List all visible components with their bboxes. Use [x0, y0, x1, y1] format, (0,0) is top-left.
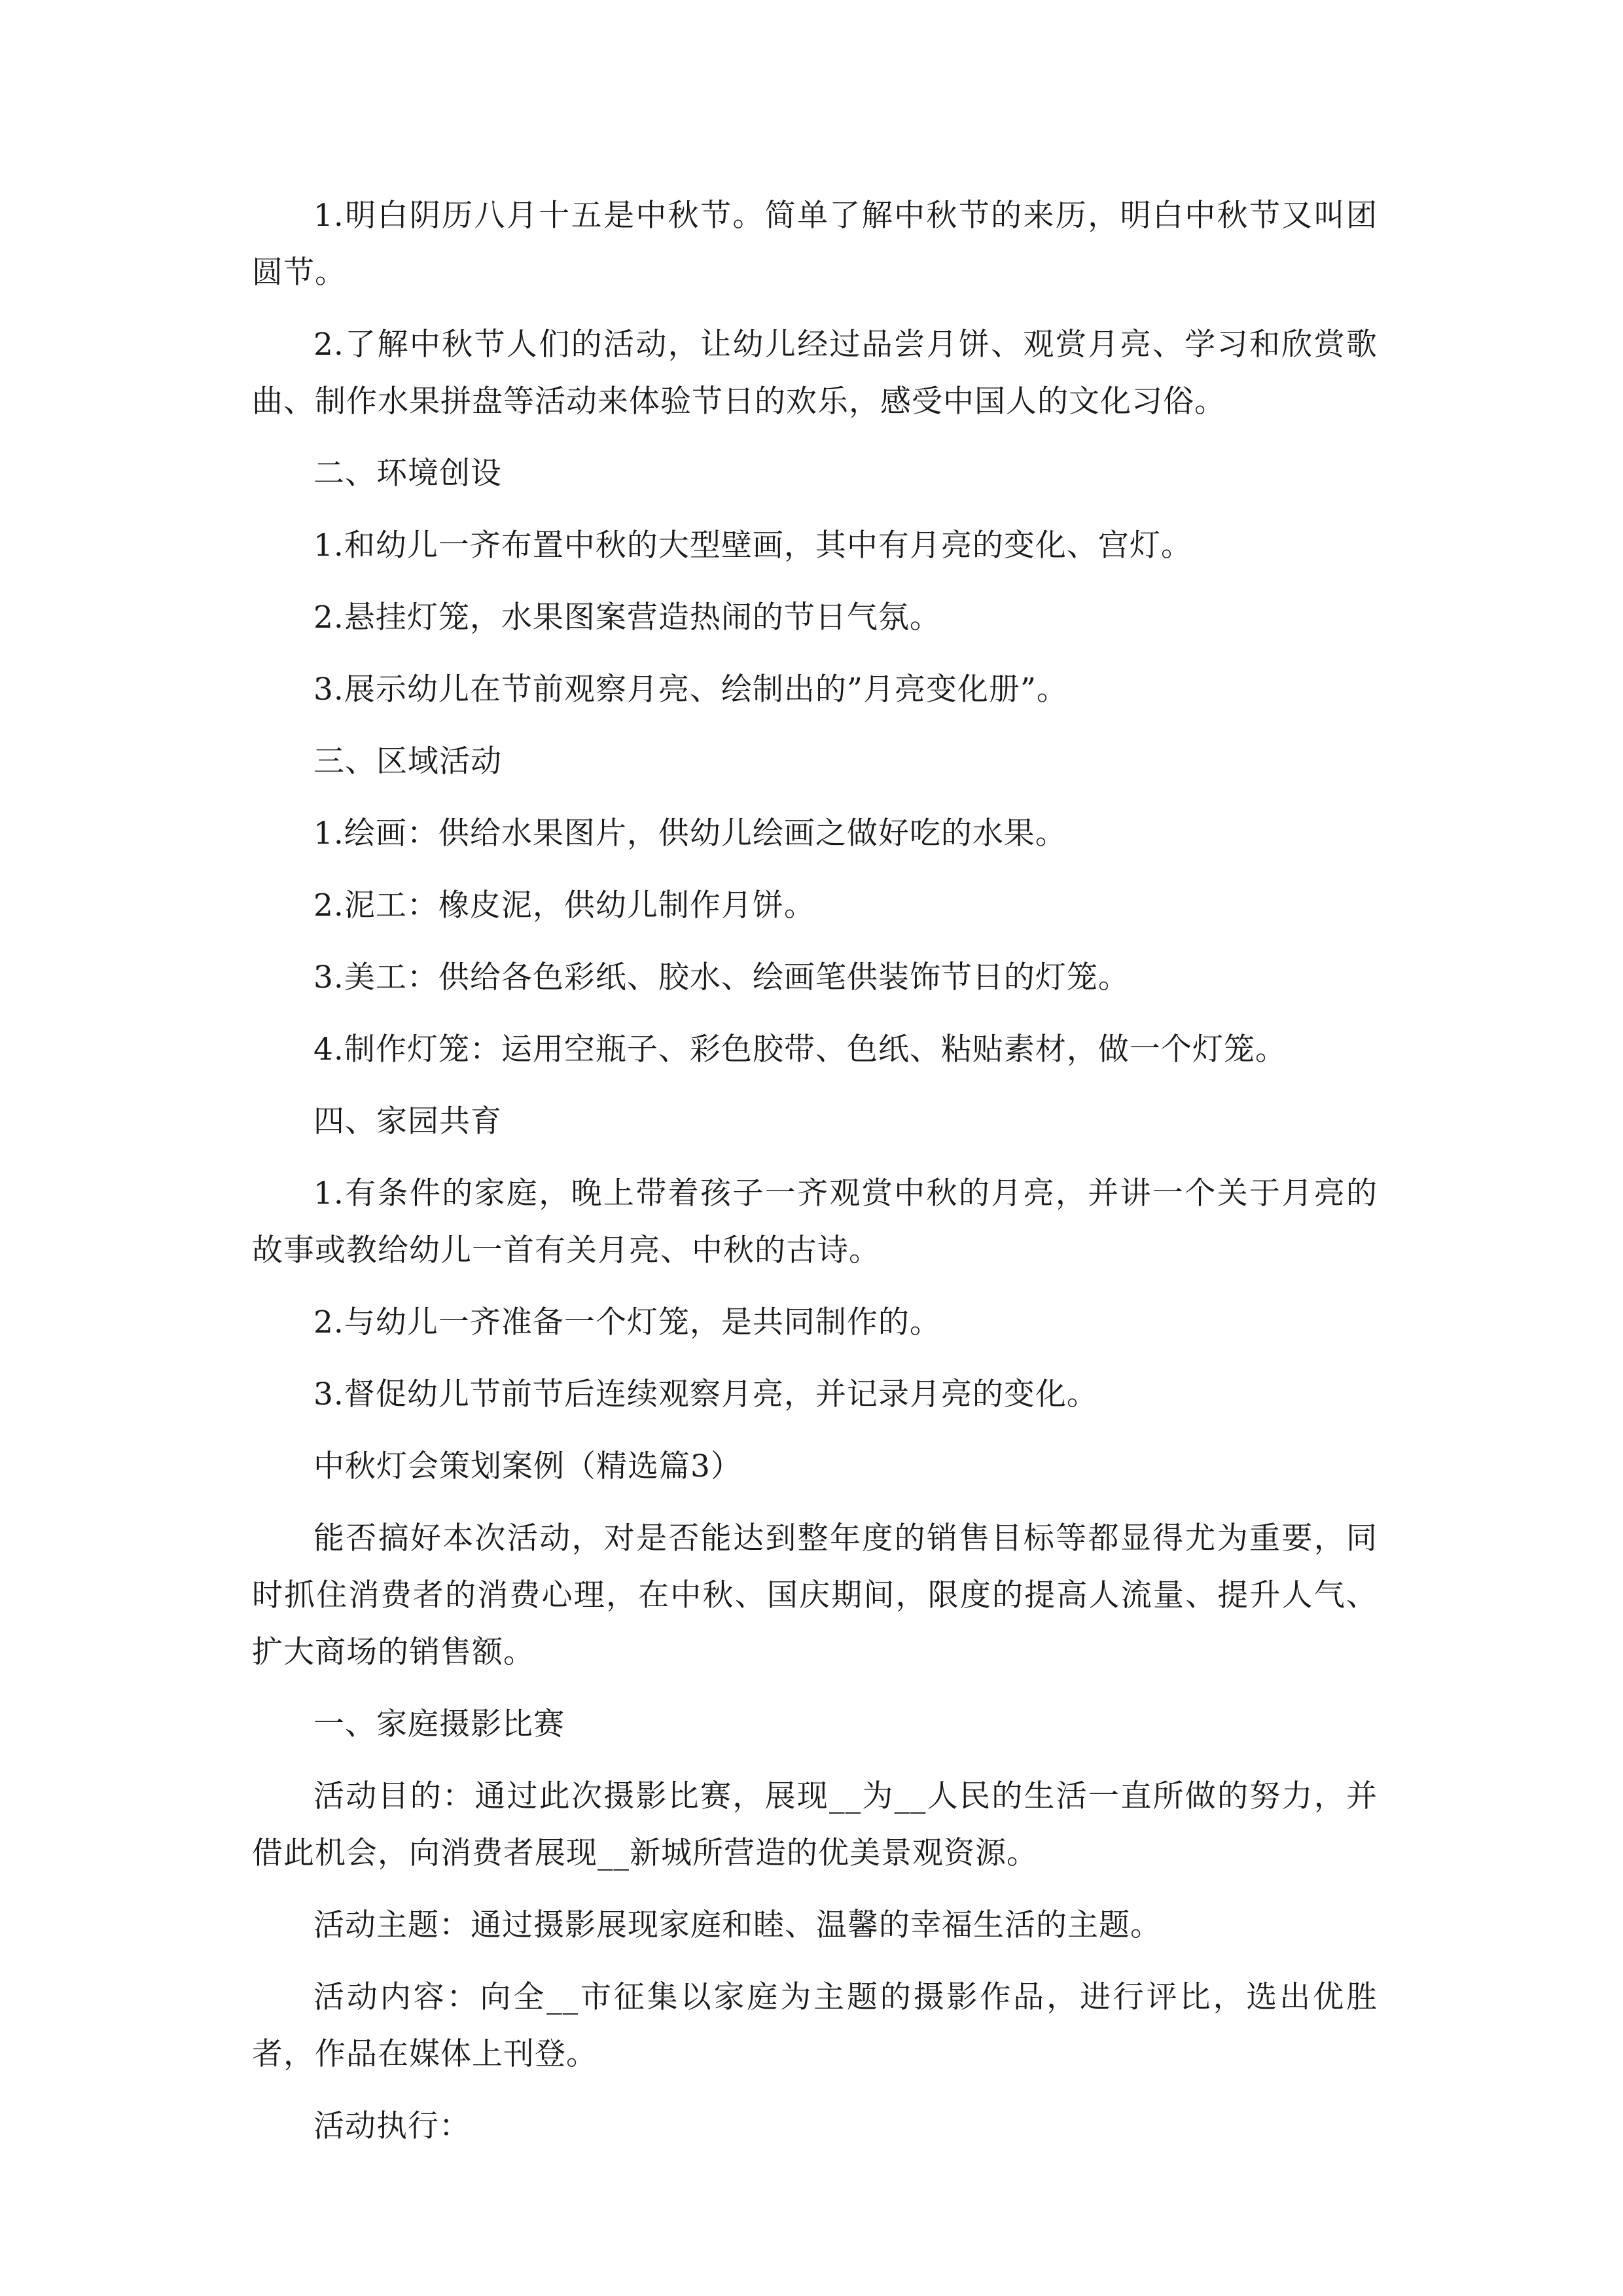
list-item-area-1: 1.绘画：供给水果图片，供幼儿绘画之做好吃的水果。 — [313, 816, 1067, 852]
activity-execution: 活动执行： — [313, 2108, 471, 2144]
document-page — [252, 187, 1378, 2170]
list-item-area-3: 3.美工：供给各色彩纸、胶水、绘画笔供装饰节日的灯笼。 — [313, 960, 1130, 996]
list-item-home-school-2: 2.与幼儿一齐准备一个灯笼，是共同制作的。 — [313, 1304, 941, 1340]
section-heading-photo-contest: 一、家庭摄影比赛 — [313, 1706, 565, 1742]
list-item-environment-3: 3.展示幼儿在节前观察月亮、绘制出的”月亮变化册”。 — [313, 672, 1068, 708]
case-title: 中秋灯会策划案例（精选篇3） — [313, 1448, 742, 1484]
intro-paragraph: 能否搞好本次活动，对是否能达到整年度的销售目标等都显得尤为重要，同时抓住消费者的消费心理，在中秋、国庆期间，限度的提高人流量、提升人气、扩大商场的销售额。 — [252, 1520, 1378, 1670]
section-heading-environment: 二、环境创设 — [313, 456, 502, 492]
list-item-goal-1: 1.明白阴历八月十五是中秋节。简单了解中秋节的来历，明白中秋节又叫团圆节。 — [252, 198, 1378, 291]
list-item-area-4: 4.制作灯笼：运用空瓶子、彩色胶带、色纸、粘贴素材，做一个灯笼。 — [313, 1031, 1287, 1067]
list-item-environment-1: 1.和幼儿一齐布置中秋的大型壁画，其中有月亮的变化、宫灯。 — [313, 528, 1192, 564]
list-item-goal-2: 2.了解中秋节人们的活动，让幼儿经过品尝月饼、观赏月亮、学习和欣赏歌曲、制作水果拼盘等活动来体验节日的欢乐，感受中国人的文化习俗。 — [252, 327, 1378, 420]
list-item-environment-2: 2.悬挂灯笼，水果图案营造热闹的节日气氛。 — [313, 600, 941, 636]
activity-content: 活动内容：向全__市征集以家庭为主题的摄影作品，进行评比，选出优胜者，作品在媒体上刊登。 — [252, 1979, 1378, 2072]
section-heading-home-school: 四、家园共育 — [313, 1103, 502, 1139]
list-item-area-2: 2.泥工：橡皮泥，供幼儿制作月饼。 — [313, 888, 815, 924]
section-heading-area-activities: 三、区域活动 — [313, 744, 502, 780]
activity-purpose: 活动目的：通过此次摄影比赛，展现__为__人民的生活一直所做的努力，并借此机会，向消费者展现__新城所营造的优美景观资源。 — [252, 1778, 1378, 1871]
list-item-home-school-3: 3.督促幼儿节前节后连续观察月亮，并记录月亮的变化。 — [313, 1376, 1098, 1412]
list-item-home-school-1: 1.有条件的家庭，晚上带着孩子一齐观赏中秋的月亮，并讲一个关于月亮的故事或教给幼儿一首有关月亮、中秋的古诗。 — [252, 1175, 1378, 1268]
activity-theme: 活动主题：通过摄影展现家庭和睦、温馨的幸福生活的主题。 — [313, 1907, 1162, 1943]
